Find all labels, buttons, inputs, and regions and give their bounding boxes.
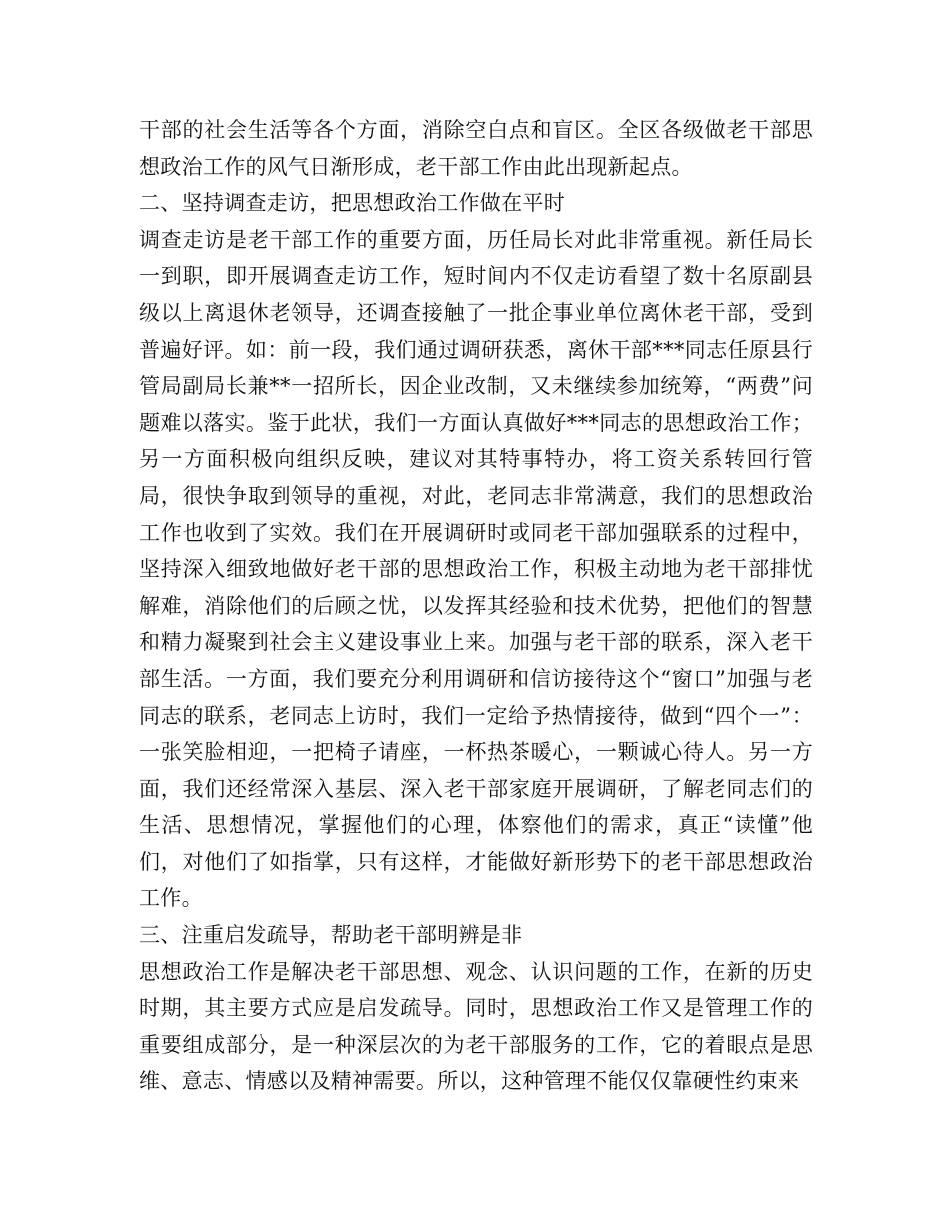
body-paragraph: 干部的社会生活等各个方面，消除空白点和盲区。全区各级做老干部思想政治工作的风气日渐形成，老干部工作由此出现新起点。 bbox=[139, 118, 813, 179]
body-paragraph: 调查走访是老干部工作的重要方面，历任局长对此非常重视。新任局长一到职，即开展调查走访工作，短时间内不仅走访看望了数十名原副县级以上离退休老领导，还调查接触了一批企事业单位离休老干部，受到普遍好评。如：前一段，我们通过调研获悉，离休干部***同志任原县行管局副局长兼**一招所长，因企业改制，又未继续参加统筹，“两费”问题难以落实。鉴于此状，我们一方面认真做好***同志的思想政治工作；另一方面积极向组织反映，建议对其特事特办，将工资关系转回行管局，很快争取到领导的重视，对此，老同志非常满意，我们的思想政治工作也收到了实效。我们在开展调研时或同老干部加强联系的过程中，坚持深入细致地做好老干部的思想政治工作，积极主动地为老干部排忧解难，消除他们的后顾之忧，以发挥其经验和技术优势，把他们的智慧和精力凝聚到社会主义建设事业上来。加强与老干部的联系，深入老干部生活。一方面，我们要充分利用调研和信访接待这个“窗口”加强与老同志的联系，老同志上访时，我们一定给予热情接待，做到“四个一”：一张笑脸相迎，一把椅子请座，一杯热茶暖心，一颗诚心待人。另一方面，我们还经常深入基层、深入老干部家庭开展调研，了解老同志们的生活、思想情况，掌握他们的心理，体察他们的需求，真正“读懂”他们，对他们了如指掌，只有这样，才能做好新形势下的老干部思想政治工作。 bbox=[139, 227, 813, 911]
document-body bbox=[139, 112, 813, 1100]
body-paragraph: 思想政治工作是解决老干部思想、观念、认识问题的工作，在新的历史时期，其主要方式应是启发疏导。同时，思想政治工作又是管理工作的重要组成部分，是一种深层次的为老干部服务的工作，它的着眼点是思维、意志、情感以及精神需要。所以，这种管理不能仅仅靠硬性约束来 bbox=[139, 959, 813, 1094]
section-heading: 二、坚持调查走访，把思想政治工作做在平时 bbox=[139, 191, 565, 216]
section-heading: 三、注重启发疏导，帮助老干部明辨是非 bbox=[139, 923, 523, 948]
